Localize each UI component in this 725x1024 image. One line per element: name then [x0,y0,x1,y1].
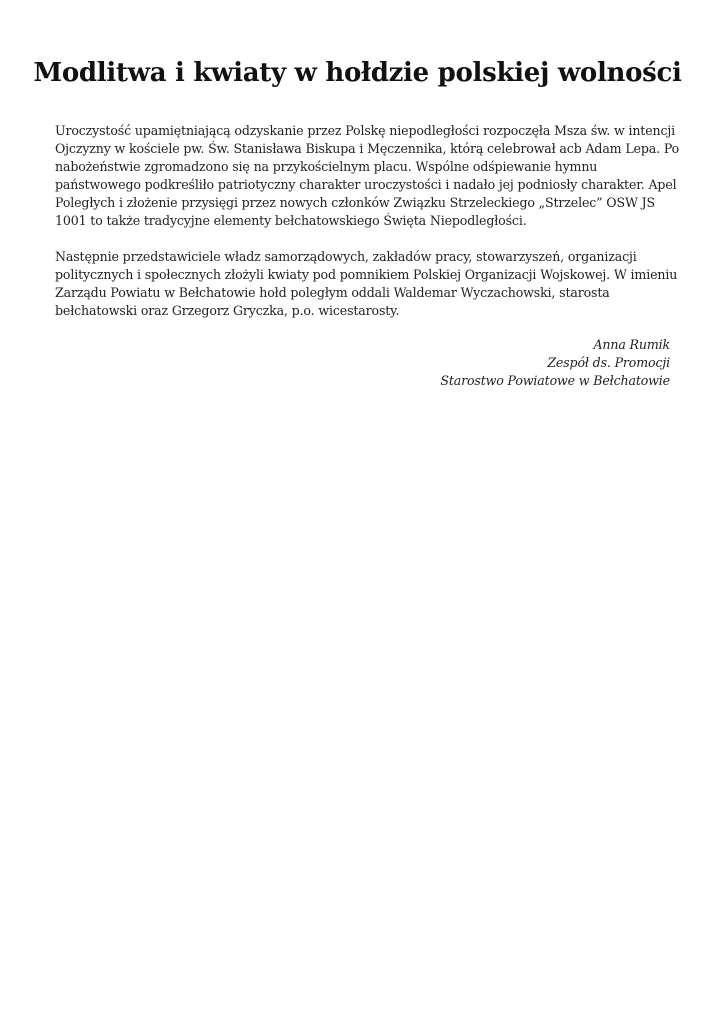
paragraph-1 [55,122,680,230]
paragraph-line: bełchatowski oraz Grzegorz Gryczka, p.o. wicestarosty. [55,303,400,318]
paragraph-line: 1001 to także tradycyjne elementy bełchatowskiego Święta Niepodległości. [55,213,527,228]
paragraph-line: Poległych i złożenie przysięgi przez nowych członków Związku Strzeleckiego „Strzelec” OSW JS [55,195,655,210]
signature-block [440,336,670,390]
paragraph-2 [55,248,678,320]
signature-office: Starostwo Powiatowe w Bełchatowie [440,373,670,388]
paragraph-line: nabożeństwie zgromadzono się na przykościelnym placu. Wspólne odśpiewanie hymnu [55,159,598,174]
signature-author: Anna Rumik [593,337,670,352]
paragraph-line: państwowego podkreśliło patriotyczny charakter uroczystości i nadało jej podniosły charakter. Apel [55,177,677,192]
paragraph-line: Następnie przedstawiciele władz samorządowych, zakładów pracy, stowarzyszeń, organizacji [55,249,637,264]
signature-team: Zespół ds. Promocji [547,355,670,370]
article-title: Modlitwa i kwiaty w hołdzie polskiej wolności [33,58,682,88]
paragraph-line: Uroczystość upamiętniającą odzyskanie przez Polskę niepodległości rozpoczęła Msza św. w intencji [55,123,676,138]
paragraph-line: politycznych i społecznych złożyli kwiaty pod pomnikiem Polskiej Organizacji Wojskowej. W imieniu [55,267,678,282]
paragraph-line: Ojczyzny w kościele pw. Św. Stanisława Biskupa i Męczennika, którą celebrował acb Adam Lepa. Po [55,141,680,156]
article-body [55,122,680,338]
paragraph-line: Zarządu Powiatu w Bełchatowie hołd poległym oddali Waldemar Wyczachowski, starosta [55,285,610,300]
